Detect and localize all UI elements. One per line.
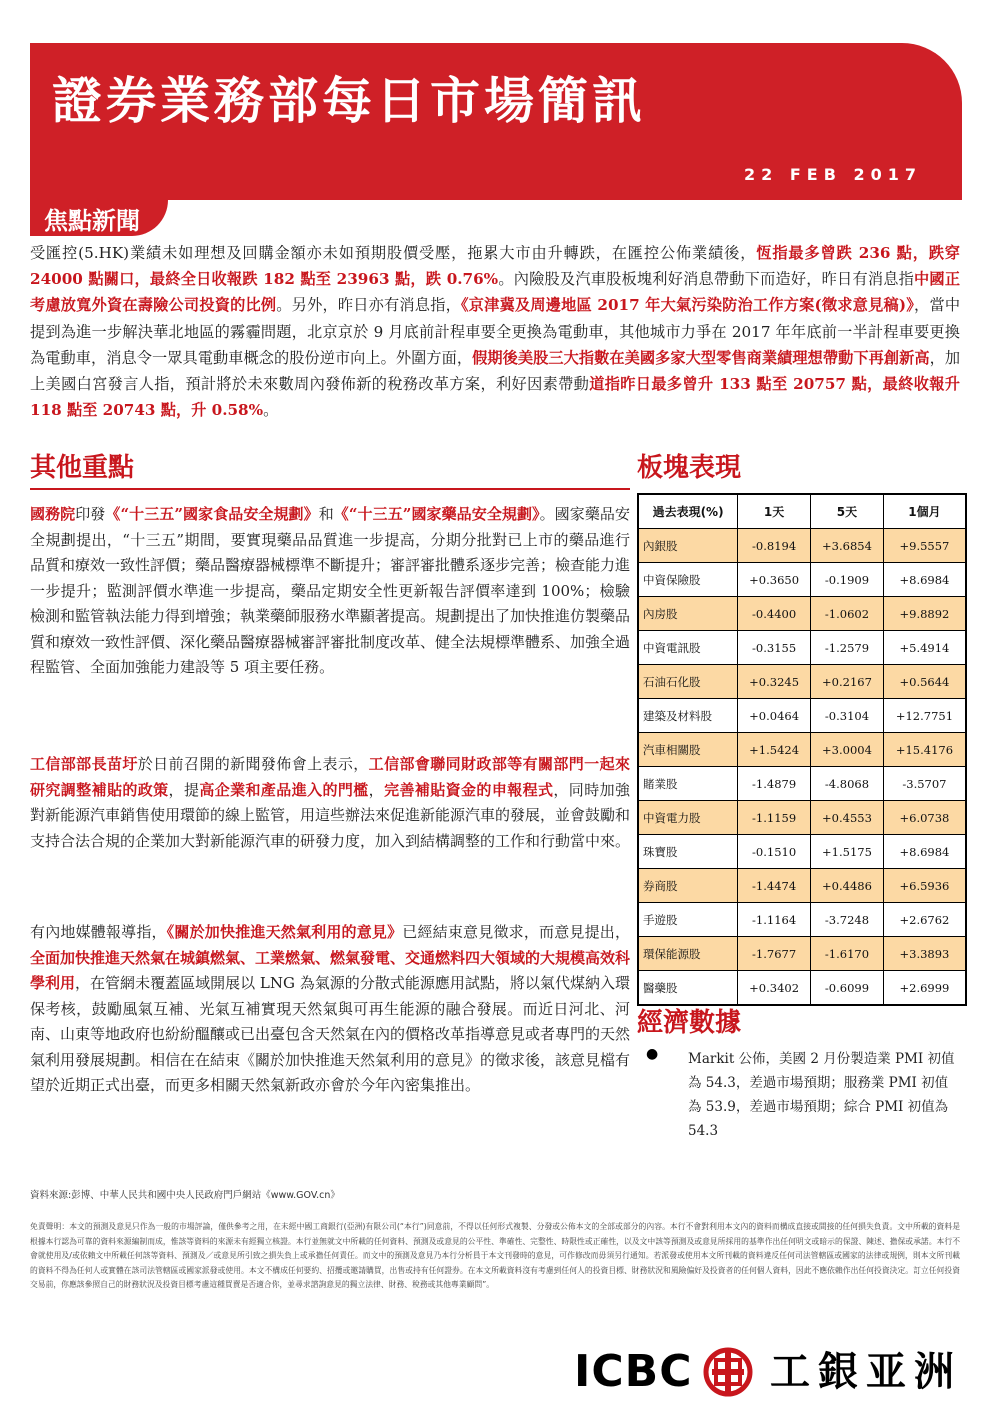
other-paragraph-new-energy-vehicles (30, 752, 630, 854)
table-row (638, 529, 966, 563)
table-row (638, 733, 966, 767)
value-5d-cell: +0.2167 (811, 665, 884, 699)
sector-name-cell: 券商股 (638, 869, 738, 903)
economic-data-text: Markit 公佈，美國 2 月份製造業 PMI 初值為 54.3，差過市場預期；服務業 PMI 初值為 53.9，差過市場預期；綜合 PMI 初值為 54.3 (688, 1051, 955, 1139)
value-1m-cell: -3.5707 (883, 767, 966, 801)
report-date: 22 FEB 2017 (744, 165, 922, 184)
disclaimer: 免責聲明：本文的預測及意見只作為一般的市場評論，僅供參考之用，在未經中國工商銀行(亞洲)有限公司(“本行”)同意前，不得以任何形式複製、分發或公佈本文的全部或部分的內容。本行不會對利用本文內的資料而構成直接或間接的任何損失負責。文中所載的資料是根據本行認為可靠的資料來源編制而成，惟該等資料的來源未有經獨立核證。本行並無就文中所載的任何資料、預測及或意見的公平性、準確性、完整性、時限性或正確性，以及文中該等預測及或意見所採用的基準作出任何明文或暗示的保證、陳述、擔保或承諾。本行不會就使用及/或依賴文中所載任何該等資料、預測及／或意見所引致之損失負上或承擔任何責任。而文中的預測及意見乃本行分析員于本文刊發時的意見，可作修改而毋須另行通知。若派發或使用本文所刊載的資料違反任何司法管轄區或國家的法律或規例，則本文所刊載的資料不得為任何人或實體在該司法管轄區或國家派發或使用。本文不構成任何要約、招攬或邀請購買，出售或持有任何證券。在本文所載資料沒有考慮到任何人的投資目標、財務狀況和風險偏好及投資者的任何個人資料，因此不應依賴作出任何投資決定。訂立任何投資交易前，你應該參照自己的財務狀況及投資目標考慮這種買賣是否適合你，並尋求諮詢意見的獨立法律、財務、稅務或其他專業顧問”。 (30, 1222, 960, 1290)
body-text: ，在管網未覆蓋區域開展以 LNG 為氣源的分散式能源應用試點，將以氣代煤納入環保考核，鼓勵風氣互補、光氣互補實現天然氣與可再生能源的融合發展。而近日河北、河南、山東等地政府也紛紛醞釀或已出臺包含天然氣在內的價格改革指導意見或者專門的天然氣利用發展規劃。相信在在結束《關於加快推進天然氣利用的意見》的徵求後，該意見檔有望於近期正式出臺，而更多相關天然氣新政亦會於今年內密集推出。 (30, 974, 631, 1094)
sector-name-cell: 內房股 (638, 597, 738, 631)
highlight-text: 完善補貼資金的申報程式 (384, 780, 554, 799)
body-text: 於日前召開的新聞發佈會上表示， (137, 755, 369, 773)
focus-news-heading: 焦點新聞 (44, 207, 140, 235)
value-1d-cell: -1.4474 (738, 869, 811, 903)
value-1d-cell: -0.8194 (738, 529, 811, 563)
highlight-text: 《“十三五”國家食品安全規劃》 (105, 505, 319, 523)
highlight-text: 高企業和產品進入的門檻 (199, 780, 369, 799)
value-5d-cell: -4.8068 (811, 767, 884, 801)
value-5d-cell: -0.1909 (811, 563, 884, 597)
sector-name-cell: 中資保險股 (638, 563, 738, 597)
highlight-text: 全面加快推進天然氣在城鎮燃氣、工業燃氣、燃氣發電、交通燃料四大領域的大規模高效科學利用 (30, 948, 631, 992)
sector-name-cell: 中資電力股 (638, 801, 738, 835)
highlight-text: 假期後美股三大指數在美國多家大型零售商業績理想帶動下再創新高 (472, 348, 930, 367)
table-row (638, 937, 966, 971)
economic-data-heading: 經濟數據 (637, 1008, 742, 1038)
value-1m-cell: +6.5936 (883, 869, 966, 903)
icbc-emblem-icon (702, 1346, 754, 1398)
highlight-text: 工信部會聯同財政部等有關部門一起來研究調整補貼的政策 (30, 755, 630, 799)
body-text: 。內險股及汽車股板塊利好消息帶動下而造好，昨日有消息指 (498, 270, 915, 289)
sector-name-cell: 汽車相關股 (638, 733, 738, 767)
table-row (638, 597, 966, 631)
table-row (638, 631, 966, 665)
value-1d-cell: -1.7677 (738, 937, 811, 971)
body-text: 。另外，昨日亦有消息指， (276, 296, 461, 315)
column-header-5d: 5天 (811, 494, 884, 529)
column-header-period: 過去表現(%) (638, 494, 738, 529)
column-header-1m: 1個月 (883, 494, 966, 529)
sector-name-cell: 珠寶股 (638, 835, 738, 869)
value-5d-cell: -0.3104 (811, 699, 884, 733)
value-1m-cell: +15.4176 (883, 733, 966, 767)
value-5d-cell: +3.6854 (811, 529, 884, 563)
value-5d-cell: +0.4486 (811, 869, 884, 903)
bullet-icon: ● (646, 1046, 659, 1062)
value-5d-cell: -3.7248 (811, 903, 884, 937)
table-row (638, 767, 966, 801)
value-1d-cell: -0.1510 (738, 835, 811, 869)
table-row (638, 869, 966, 903)
value-1d-cell: +0.3650 (738, 563, 811, 597)
sector-table-body (638, 529, 966, 1006)
table-row (638, 971, 966, 1006)
body-text: 印發 (75, 505, 106, 523)
value-1m-cell: +3.3893 (883, 937, 966, 971)
table-row (638, 665, 966, 699)
body-text: ，提 (168, 780, 200, 799)
body-text: ，同時加強對新能源汽車銷售使用環節的線上監管，用這些辦法來促進新能源汽車的發展，並會鼓勵和支持合法合規的企業加大對新能源汽車的研發力度，加入到結構調整的工作和行動當中來。 (30, 780, 631, 850)
sector-name-cell: 建築及材料股 (638, 699, 738, 733)
column-header-1d: 1天 (738, 494, 811, 529)
page-title: 證券業務部每日市場簡訊 (52, 72, 646, 130)
logo-text-cn: 工銀亚洲 (770, 1349, 962, 1395)
sector-name-cell: 環保能源股 (638, 937, 738, 971)
value-1m-cell: +2.6762 (883, 903, 966, 937)
body-text: 。國家藥品安全規劃提出，“十三五”期間，要實現藥品品質進一步提高，分期分批對已上市的藥品進行品質和療效一致性評價；藥品醫療器械標準不斷提升；審評審批體系逐步完善；檢查能力進一步提升；監測評價水準進一步提高，藥品定期安全性更新報告評價率達到 100%；檢驗檢測和監管執法能力得到增強；執業藥師服務水準顯著提高。規劃提出了加快推進仿製藥品質和療效一致性評價、深化藥品醫療器械審評審批制度改革、健全法規標準體系、加強全過程監管、全面加強能力建設等 5 項主要任務。 (30, 505, 631, 676)
value-1m-cell: +6.0738 (883, 801, 966, 835)
sector-name-cell: 手遊股 (638, 903, 738, 937)
header-banner (30, 43, 962, 200)
sector-performance-table (637, 493, 967, 1006)
other-paragraph-drug-safety (30, 502, 630, 681)
value-5d-cell: -1.0602 (811, 597, 884, 631)
body-text: 受匯控(5.HK)業績未如理想及回購金額亦未如預期股價受壓，拖累大市由升轉跌，在匯控公佈業績後， (30, 244, 757, 262)
highlight-text: 恆指最多曾跌 236 點，跌穿 24000 點關口，最終全日收報跌 182 點至 23963 點，跌 0.76% (30, 244, 960, 289)
other-highlights-heading: 其他重點 (30, 453, 135, 483)
value-1m-cell: +9.8892 (883, 597, 966, 631)
table-row (638, 835, 966, 869)
sector-name-cell: 醫藥股 (638, 971, 738, 1006)
value-1m-cell: +5.4914 (883, 631, 966, 665)
value-1d-cell: +0.3245 (738, 665, 811, 699)
sector-name-cell: 內銀股 (638, 529, 738, 563)
value-1m-cell: +8.6984 (883, 835, 966, 869)
value-1d-cell: -1.1159 (738, 801, 811, 835)
body-text: 已經結束意見徵求，而意見提出， (402, 923, 630, 941)
value-1m-cell: +12.7751 (883, 699, 966, 733)
table-header-row (638, 494, 966, 529)
value-5d-cell: +1.5175 (811, 835, 884, 869)
highlight-text: 《“十三五”國家藥品安全規劃》 (333, 505, 540, 523)
value-1d-cell: +1.5424 (738, 733, 811, 767)
focus-news-tab (30, 200, 168, 236)
value-1d-cell: +0.0464 (738, 699, 811, 733)
body-text: ， (368, 780, 385, 799)
other-paragraph-natural-gas (30, 920, 630, 1099)
highlight-text: 道指昨日最多曾升 133 點至 20757 點，最終收報升 118 點至 20743 點，升 0.58% (30, 375, 960, 420)
value-5d-cell: -1.6170 (811, 937, 884, 971)
focus-news-paragraph (30, 240, 960, 423)
table-row (638, 699, 966, 733)
value-1m-cell: +8.6984 (883, 563, 966, 597)
highlight-text: 《京津冀及周邊地區 2017 年大氣污染防治工作方案(徵求意見稿)》 (461, 296, 915, 315)
value-1d-cell: -0.3155 (738, 631, 811, 665)
value-5d-cell: -0.6099 (811, 971, 884, 1006)
body-text: 和 (318, 505, 334, 523)
sector-name-cell: 賭業股 (638, 767, 738, 801)
value-5d-cell: +0.4553 (811, 801, 884, 835)
body-text: 有內地媒體報導指， (30, 923, 167, 941)
data-source-note: 資料來源:彭博、中華人民共和國中央人民政府門戶網站《www.GOV.cn》 (30, 1190, 340, 1201)
highlight-text: 《關於加快推進天然氣利用的意見》 (166, 923, 403, 941)
value-1m-cell: +2.6999 (883, 971, 966, 1006)
value-1d-cell: -1.1164 (738, 903, 811, 937)
logo-text-en: ICBC (574, 1346, 693, 1397)
value-5d-cell: -1.2579 (811, 631, 884, 665)
value-1d-cell: -0.4400 (738, 597, 811, 631)
value-1m-cell: +0.5644 (883, 665, 966, 699)
table-row (638, 903, 966, 937)
sector-name-cell: 石油石化股 (638, 665, 738, 699)
body-text: 。 (263, 401, 279, 420)
highlight-text: 工信部部長苗圩 (30, 755, 138, 773)
value-1m-cell: +9.5557 (883, 529, 966, 563)
value-1d-cell: -1.4879 (738, 767, 811, 801)
table-row (638, 563, 966, 597)
value-1d-cell: +0.3402 (738, 971, 811, 1006)
sector-name-cell: 中資電訊股 (638, 631, 738, 665)
other-highlights-divider (30, 488, 630, 490)
highlight-text: 中國正考慮放寬外資在壽險公司投資的比例 (30, 270, 961, 315)
icbc-asia-logo (574, 1344, 964, 1400)
table-row (638, 801, 966, 835)
sector-performance-heading: 板塊表現 (637, 453, 742, 483)
highlight-text: 國務院 (30, 505, 76, 523)
body-text: ，當中提到為進一步解決華北地區的霧霾問題，北京京於 9 月底前計程車要全更換為電動車，其他城市力爭在 2017 年年底前一半計程車要更換為電動車，消息令一眾具電動車概念的股份逆市向上。外圍方面， (30, 296, 961, 367)
body-text: ，加上美國白宮發言人指，預計將於未來數周內發佈新的稅務改革方案，利好因素帶動 (30, 348, 961, 394)
value-5d-cell: +3.0004 (811, 733, 884, 767)
